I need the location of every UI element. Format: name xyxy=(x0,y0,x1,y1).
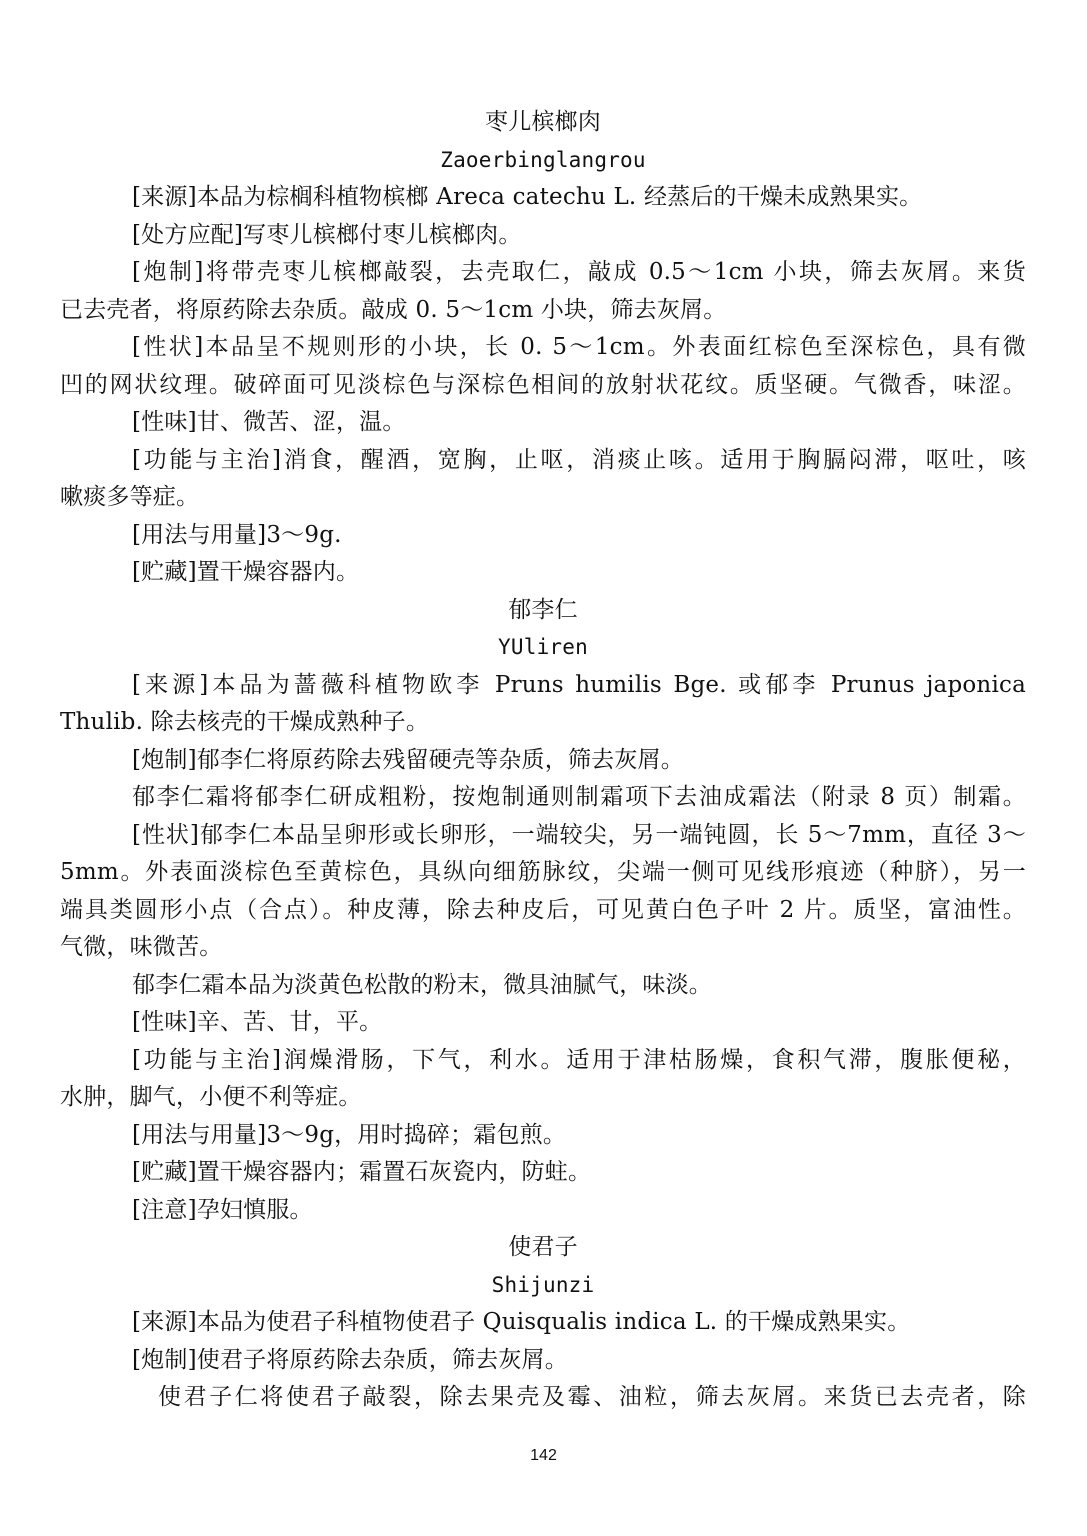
entry-paragraph-line: 郁李仁霜本品为淡黄色松散的粉末，微具油腻气，味淡。 xyxy=(132,971,712,998)
entry-paragraph-line: 嗽痰多等症。 xyxy=(60,484,200,510)
entry-paragraph-line: 气微，味微苦。 xyxy=(60,934,223,960)
entry-paragraph-line: 水肿，脚气，小便不利等症。 xyxy=(60,1084,362,1110)
entry-paragraph-line: [炮制]将带壳枣儿槟榔敲裂，去壳取仁，敲成 0.5～1cm 小块，筛去灰屑。来货 xyxy=(132,259,1026,285)
entry-title: 枣儿槟榔肉 xyxy=(485,109,601,135)
entry-title: 使君子 xyxy=(508,1234,578,1260)
entry-paragraph-line: [注意]孕妇慎服。 xyxy=(132,1196,313,1223)
entry-paragraph-line: [功能与主治]润燥滑肠，下气，利水。适用于津枯肠燥，食积气滞，腹胀便秘， xyxy=(132,1046,1026,1073)
entry-paragraph-line: [性味]甘、微苦、涩，温。 xyxy=(132,409,406,435)
entry-paragraph-line: 5mm。外表面淡棕色至黄棕色，具纵向细筋脉纹，尖端一侧可见线形痕迹（种脐），另一 xyxy=(60,859,1026,885)
entry-pinyin: Zaoerbinglangrou xyxy=(440,147,646,172)
entry-paragraph-line: [炮制]郁李仁将原药除去残留硬壳等杂质，筛去灰屑。 xyxy=(132,746,684,773)
entry-paragraph-line: 郁李仁霜将郁李仁研成粗粉，按炮制通则制霜项下去油成霜法（附录 8 页）制霜。 xyxy=(132,784,1026,810)
entry-pinyin: YUliren xyxy=(498,635,588,659)
entry-paragraph-line: [用法与用量]3～9g，用时捣碎；霜包煎。 xyxy=(132,1121,567,1148)
entry-paragraph-line: [功能与主治]消食，醒酒，宽胸，止呕，消痰止咳。适用于胸膈闷滞，呕吐，咳 xyxy=(132,446,1026,473)
entry-paragraph-line: [贮藏]置干燥容器内。 xyxy=(132,559,360,585)
entry-paragraph-line: [炮制]使君子将原药除去杂质，筛去灰屑。 xyxy=(132,1346,568,1373)
entry-paragraph-line: [来源]本品为棕榈科植物槟榔 Areca catechu L. 经蒸后的干燥未成熟果实。 xyxy=(132,184,923,210)
entry-paragraph-line: [性味]辛、苦、甘，平。 xyxy=(132,1009,383,1035)
entry-paragraph-line: [贮藏]置干燥容器内；霜置石灰瓷内，防蛀。 xyxy=(132,1159,592,1185)
entry-paragraph-line: [用法与用量]3～9g. xyxy=(132,521,342,548)
entry-paragraph-line: [性状]郁李仁本品呈卵形或长卵形，一端较尖，另一端钝圆，长 5～7mm，直径 3～ xyxy=(132,821,1026,848)
entry-paragraph-line: 端具类圆形小点（合点）。种皮薄，除去种皮后，可见黄白色子叶 2 片。质坚，富油性。 xyxy=(60,896,1026,923)
entry-paragraph-line: [处方应配]写枣儿槟榔付枣儿槟榔肉。 xyxy=(132,221,522,248)
entry-paragraph-line: [性状]本品呈不规则形的小块，长 0. 5～1cm。外表面红棕色至深棕色，具有微 xyxy=(132,334,1026,360)
entry-paragraph-line: 使君子仁将使君子敲裂，除去果壳及霉、油粒，筛去灰屑。来货已去壳者，除 xyxy=(158,1384,1026,1410)
page-number: 142 xyxy=(530,1447,557,1464)
entry-paragraph-line: 已去壳者，将原药除去杂质。敲成 0. 5～1cm 小块，筛去灰屑。 xyxy=(60,296,727,323)
entry-title: 郁李仁 xyxy=(508,596,578,623)
entry-paragraph-line: Thulib. 除去核壳的干燥成熟种子。 xyxy=(60,709,430,735)
entry-paragraph-line: [来源]本品为使君子科植物使君子 Quisqualis indica L. 的干燥成熟果实。 xyxy=(132,1309,911,1335)
entry-paragraph-line: 凹的网状纹理。破碎面可见淡棕色与深棕色相间的放射状花纹。质坚硬。气微香，味涩。 xyxy=(60,371,1026,398)
entry-pinyin: Shijunzi xyxy=(491,1272,595,1297)
entry-paragraph-line: [来源]本品为蔷薇科植物欧李 Pruns humilis Bge. 或郁李 Prunus japonica xyxy=(132,671,1026,698)
document-page xyxy=(60,104,1026,1417)
